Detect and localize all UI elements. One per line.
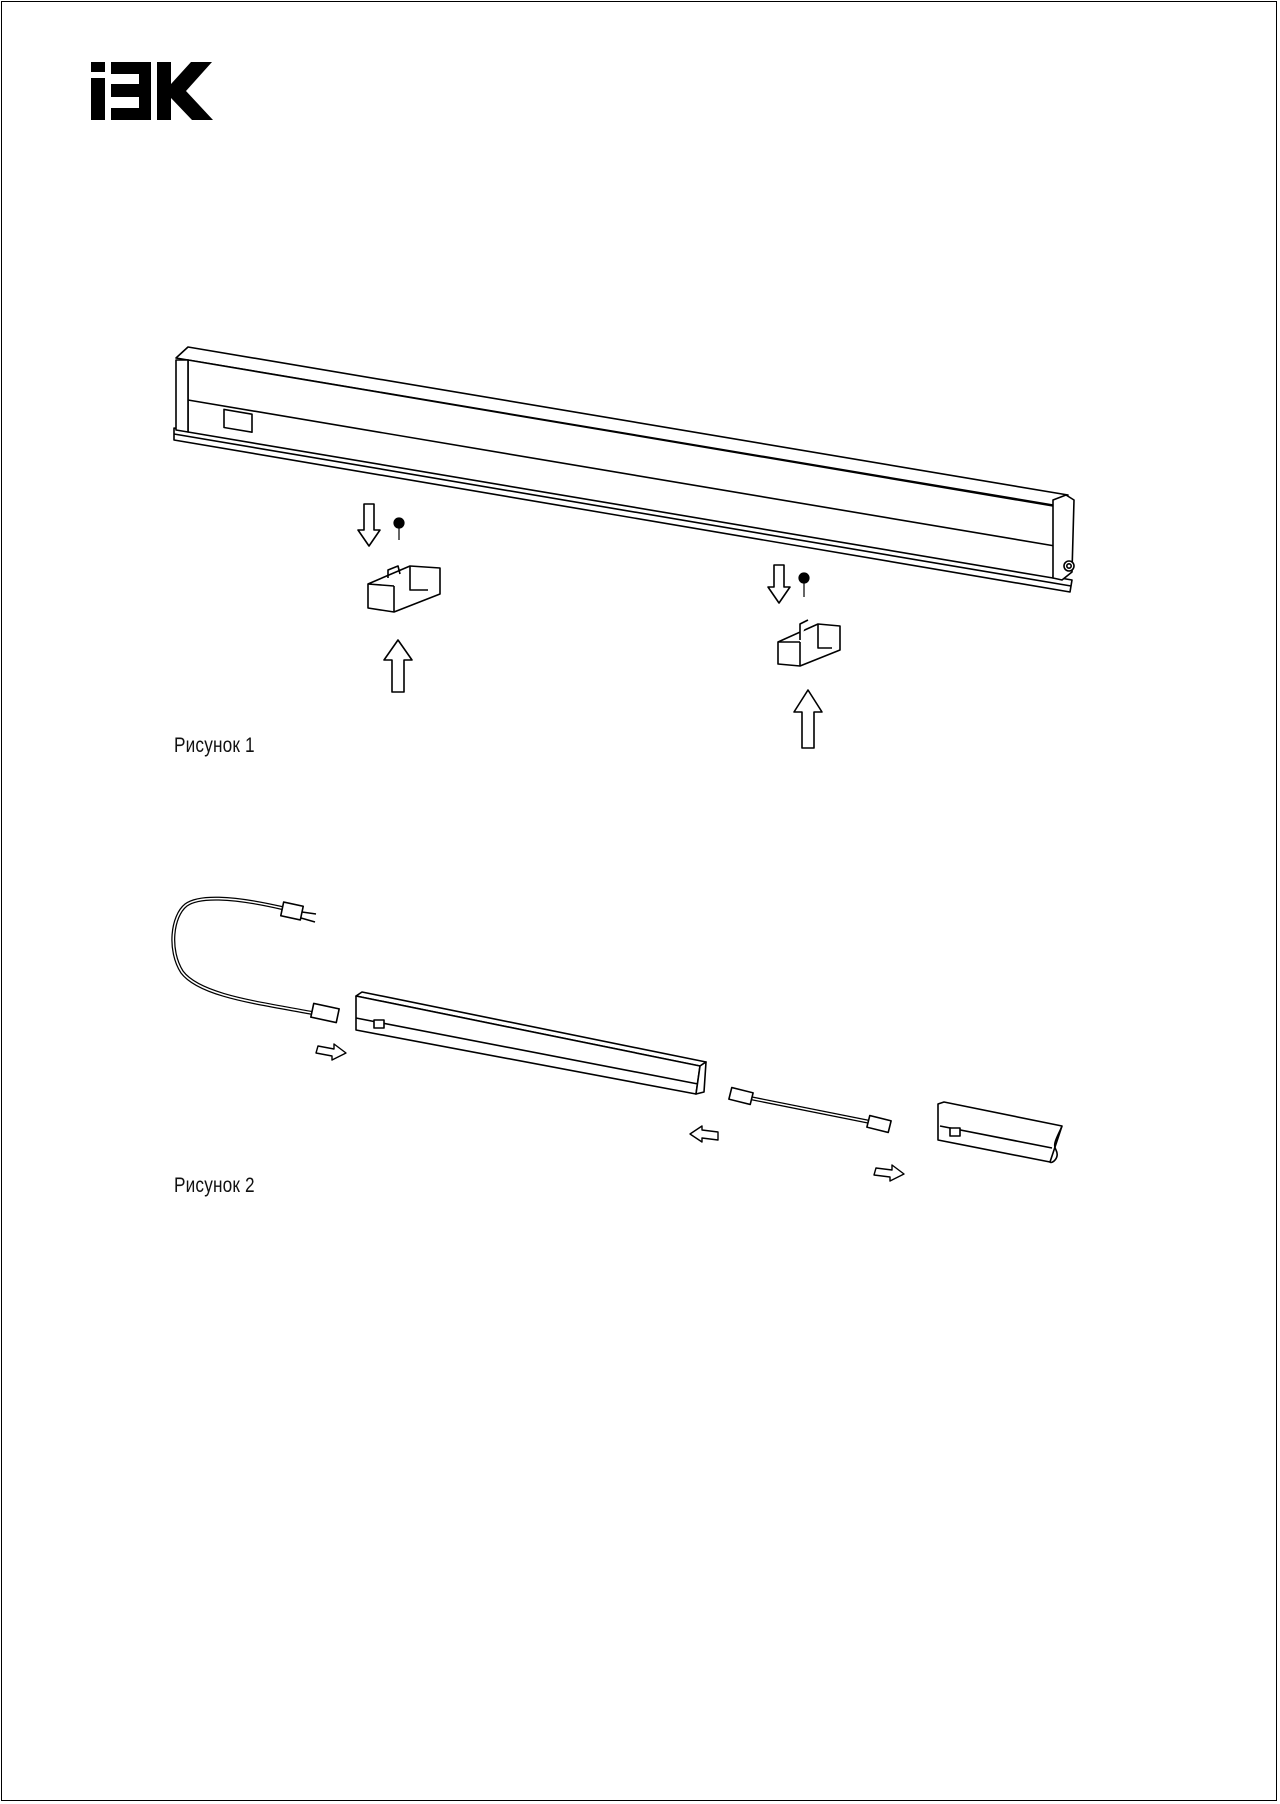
figure-1-caption: Рисунок 1	[174, 734, 255, 757]
figure-2-caption: Рисунок 2	[174, 1174, 255, 1197]
